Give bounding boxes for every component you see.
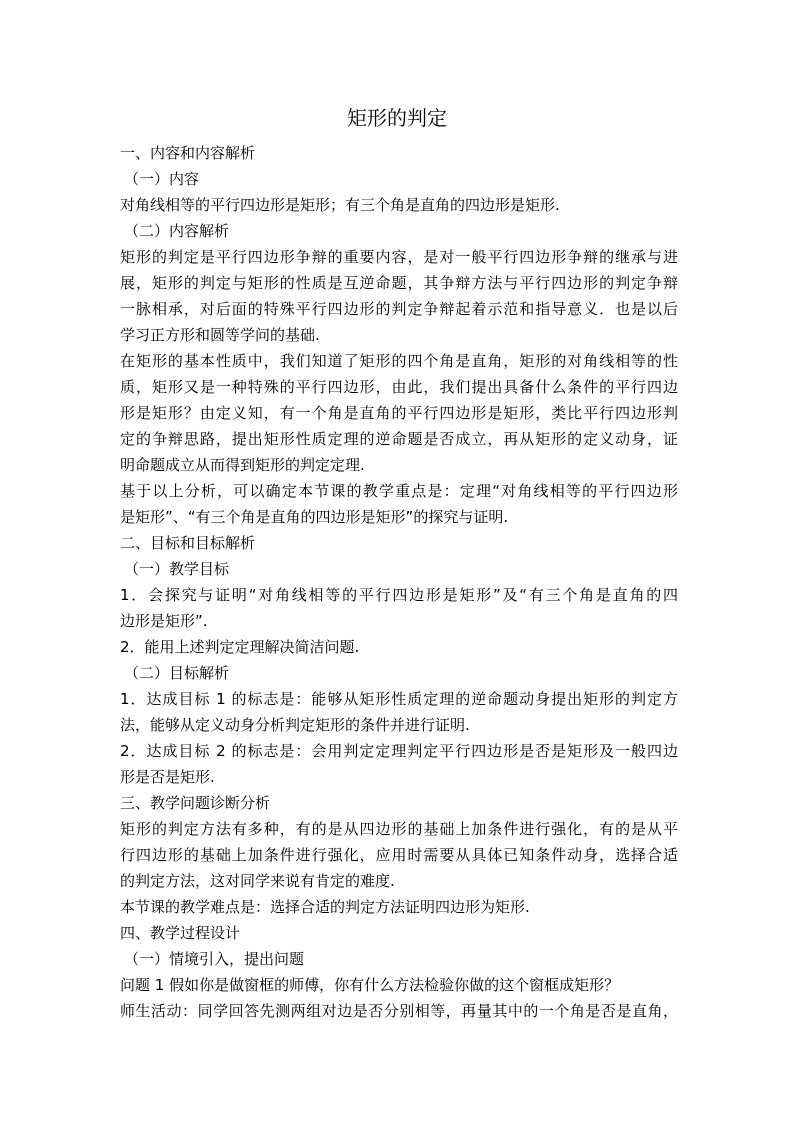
paragraph-line: 基于以上分析，可以确定本节课的教学重点是：定理“对角线相等的平行四边形 bbox=[120, 482, 678, 500]
paragraph-line: 问题 1 假如你是做窗框的师傅，你有什么方法检验你做的这个窗框成矩形？ bbox=[120, 976, 620, 994]
paragraph-line: 定的争辩思路，提出矩形性质定理的逆命题是否成立，再从矩形的定义动身，证 bbox=[120, 430, 678, 448]
paragraph-line: 学习正方形和圆等学问的基础. bbox=[120, 326, 320, 344]
document-body bbox=[120, 140, 678, 1024]
paragraph-line: 矩形的判定方法有多种，有的是从四边形的基础上加条件进行强化，有的是从平 bbox=[120, 820, 678, 838]
section-heading: 二、目标和目标解析 bbox=[120, 534, 256, 552]
section-heading: 三、教学问题诊断分析 bbox=[120, 794, 271, 812]
subsection-heading: （二）内容解析 bbox=[124, 222, 230, 240]
paragraph-line: 边形是矩形”. bbox=[120, 612, 208, 630]
subsection-heading: （一）教学目标 bbox=[124, 560, 230, 578]
paragraph-line: 形是否是矩形. bbox=[120, 768, 215, 786]
paragraph-line: 的判定方法，这对同学来说有肯定的难度. bbox=[120, 872, 395, 890]
subsection-heading: （一）情境引入，提出问题 bbox=[124, 950, 305, 968]
paragraph-line: 1．达成目标 1 的标志是：能够从矩形性质定理的逆命题动身提出矩形的判定方 bbox=[120, 690, 678, 708]
subsection-heading: （一）内容 bbox=[124, 170, 200, 188]
paragraph-line: 对角线相等的平行四边形是矩形；有三个角是直角的四边形是矩形. bbox=[120, 196, 560, 214]
paragraph-line: 质，矩形又是一种特殊的平行四边形，由此，我们提出具备什么条件的平行四边 bbox=[120, 378, 678, 396]
paragraph-line: 矩形的判定是平行四边形争辩的重要内容，是对一般平行四边形争辩的继承与进 bbox=[120, 248, 678, 266]
paragraph-line: 2．达成目标 2 的标志是：会用判定定理判定平行四边形是否是矩形及一般四边 bbox=[120, 742, 678, 760]
subsection-heading: （二）目标解析 bbox=[124, 664, 230, 682]
section-heading: 四、教学过程设计 bbox=[120, 924, 241, 942]
page-title: 矩形的判定 bbox=[347, 106, 447, 130]
paragraph-line: 2．能用上述判定定理解决简洁问题. bbox=[120, 638, 360, 656]
paragraph-line: 在矩形的基本性质中，我们知道了矩形的四个角是直角，矩形的对角线相等的性 bbox=[120, 352, 678, 370]
paragraph-line: 师生活动：同学回答先测两组对边是否分别相等，再量其中的一个角是否是直角， bbox=[120, 1002, 678, 1020]
paragraph-line: 展，矩形的判定与矩形的性质是互逆命题，其争辩方法与平行四边形的判定争辩 bbox=[120, 274, 678, 292]
paragraph-line: 是矩形”、“有三个角是直角的四边形是矩形”的探究与证明. bbox=[120, 508, 509, 526]
paragraph-line: 本节课的教学难点是：选择合适的判定方法证明四边形为矩形. bbox=[120, 898, 530, 916]
paragraph-line: 形是矩形？由定义知，有一个角是直角的平行四边形是矩形，类比平行四边形判 bbox=[120, 404, 678, 422]
paragraph-line: 1．会探究与证明“对角线相等的平行四边形是矩形”及“有三个角是直角的四 bbox=[120, 586, 678, 604]
paragraph-line: 一脉相承，对后面的特殊平行四边形的判定争辩起着示范和指导意义．也是以后 bbox=[120, 300, 678, 318]
paragraph-line: 明命题成立从而得到矩形的判定定理. bbox=[120, 456, 365, 474]
section-heading: 一、内容和内容解析 bbox=[120, 144, 256, 162]
paragraph-line: 行四边形的基础上加条件进行强化，应用时需要从具体已知条件动身，选择合适 bbox=[120, 846, 678, 864]
paragraph-line: 法，能够从定义动身分析判定矩形的条件并进行证明. bbox=[120, 716, 470, 734]
